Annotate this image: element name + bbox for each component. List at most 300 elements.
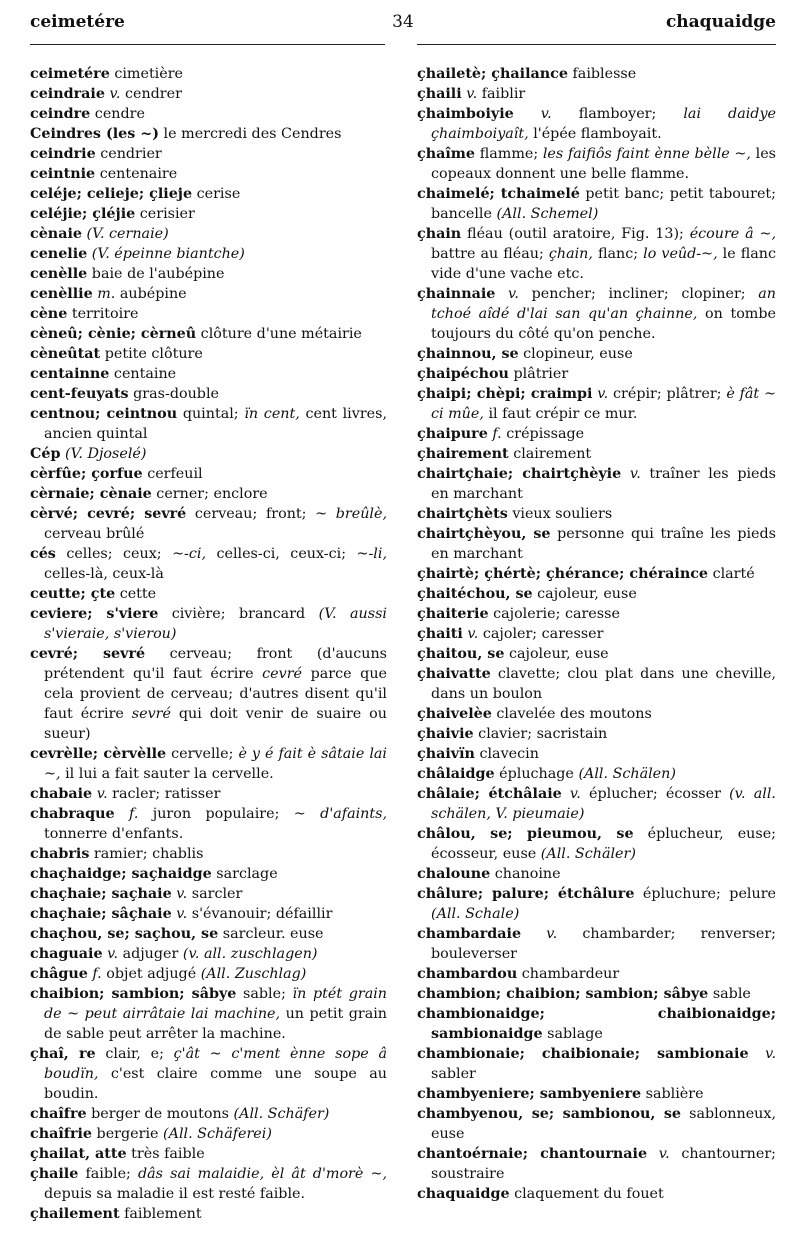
definition-text: cerveau brûlé xyxy=(44,526,145,542)
dictionary-entry xyxy=(30,84,387,104)
italic-text: (All. Schäferei) xyxy=(163,1126,272,1142)
definition-text: il lui a fait sauter la cervelle. xyxy=(60,766,274,782)
definition-text: cajoler; caresser xyxy=(478,626,604,642)
dictionary-entry xyxy=(417,864,776,884)
italic-text: ïn ptét grain de ~ peut airrâtaie lai machine, xyxy=(44,986,387,1022)
headword: chambionaie; chaibionaie; sambionaie xyxy=(417,1046,749,1062)
headword: chambardaie xyxy=(417,926,522,942)
definition-text: on tombe toujours du côté qu'on penche. xyxy=(431,306,776,342)
dictionary-entry xyxy=(30,304,387,324)
headword: çhaili xyxy=(417,86,462,102)
dictionary-entry xyxy=(417,1144,776,1184)
italic-text: lo veûd-~, xyxy=(643,246,718,262)
dictionary-entry xyxy=(417,1184,776,1204)
definition-text: parce que cela provient de cerveau; d'autres disent qu'il faut écrire xyxy=(44,666,387,722)
headword: chaçhaie; saçhaie xyxy=(30,886,172,902)
dictionary-entry xyxy=(30,464,387,484)
headword: cenelie xyxy=(30,246,88,262)
headword: cèrnaie; cènaie xyxy=(30,486,152,502)
definition-text: l'épée flamboyait. xyxy=(528,126,662,142)
headword: chambardou xyxy=(417,966,518,982)
italic-text: m. xyxy=(92,286,116,302)
dictionary-entry xyxy=(417,1004,776,1044)
definition-text: personne qui traîne les pieds en marchant xyxy=(431,526,777,562)
definition-text: clôture d'une métairie xyxy=(196,326,362,342)
dictionary-entry xyxy=(417,64,776,84)
headword: Cép xyxy=(30,446,61,462)
definition-text: centenaire xyxy=(95,166,178,182)
definition-text: sablonneux, euse xyxy=(431,1106,776,1142)
headword: cèneû; cènie; cèrneû xyxy=(30,326,197,342)
italic-text: lai daidye çhaimboiyaît, xyxy=(431,106,776,142)
headword: cent-feuyats xyxy=(30,386,129,402)
headword: ceimetére xyxy=(30,66,110,82)
dictionary-entry xyxy=(417,884,776,924)
dictionary-entry xyxy=(30,284,387,304)
headword: cevré; sevré xyxy=(30,646,146,662)
headword: chambionaidge; chaibionaidge; sambionaidge xyxy=(417,1006,776,1042)
definition-text: plâtrier xyxy=(508,366,569,382)
header-rule-right xyxy=(417,44,776,45)
dictionary-entry xyxy=(30,644,387,744)
definition-text: petite clôture xyxy=(100,346,203,362)
headword: çhailement xyxy=(30,1206,120,1222)
headword: cenèlle xyxy=(30,266,88,282)
headword: çhaîme xyxy=(417,146,476,162)
left-column xyxy=(30,64,387,1224)
definition-text: chanoine xyxy=(490,866,561,882)
page-header xyxy=(30,12,776,42)
definition-text: s'évanouir; défaillir xyxy=(187,906,333,922)
dictionary-entry xyxy=(30,344,387,364)
headword: çhaivelèe xyxy=(417,706,492,722)
definition-text: clavette; clou plat dans une cheville, dans un boulon xyxy=(431,666,776,702)
dictionary-entry xyxy=(30,944,387,964)
headword: celéje; celieje; çlieje xyxy=(30,186,193,202)
headword: chambion; chaibion; sambion; sâbye xyxy=(417,986,709,1002)
definition-text: cajoleur, euse xyxy=(504,646,609,662)
headword: ceindre xyxy=(30,106,91,122)
headword: çhainnou, se xyxy=(417,346,519,362)
dictionary-entry xyxy=(30,1144,387,1164)
definition-text: les copeaux donnent une belle flamme. xyxy=(431,146,776,182)
italic-text: v. xyxy=(647,1146,670,1162)
dictionary-entry xyxy=(417,824,776,864)
italic-text: v. xyxy=(748,1046,776,1062)
headword: ceintnie xyxy=(30,166,96,182)
headword: chairtçhaie; chairtçhèyie xyxy=(417,466,622,482)
headword: cèrfûe; çorfue xyxy=(30,466,143,482)
dictionary-entry xyxy=(417,964,776,984)
dictionary-entry xyxy=(30,144,387,164)
definition-text: objet adjugé xyxy=(101,966,201,982)
definition-text: chambarder; renverser; bouleverser xyxy=(431,926,776,962)
headword: chaloune xyxy=(417,866,491,882)
headword: çhaivatte xyxy=(417,666,491,682)
definition-text: ramier; chablis xyxy=(89,846,204,862)
dictionary-entry xyxy=(30,924,387,944)
italic-text: ~ d'afaints, xyxy=(293,806,388,822)
headword: çhailetè; çhailance xyxy=(417,66,568,82)
dictionary-entry xyxy=(30,164,387,184)
definition-text: très faible xyxy=(126,1146,205,1162)
dictionary-entry xyxy=(417,984,776,1004)
headword: centnou; ceintnou xyxy=(30,406,178,422)
dictionary-entry xyxy=(30,184,387,204)
definition-text: juron populaire; xyxy=(138,806,294,822)
dictionary-entry xyxy=(30,1104,387,1124)
headword: chairtçhèts xyxy=(417,506,508,522)
definition-text: sable; xyxy=(236,986,293,1002)
left-guide-word: ceimetére xyxy=(30,12,125,32)
italic-text: ~-li, xyxy=(356,546,387,562)
definition-text: celles-là, ceux-là xyxy=(44,566,164,582)
dictionary-entry xyxy=(30,444,387,464)
headword: châlure; palure; étchâlure xyxy=(417,886,635,902)
headword: chaçhou, se; saçhou, se xyxy=(30,926,219,942)
definition-text: chambardeur xyxy=(517,966,620,982)
italic-text: ç'ât ~ c'ment ènne sope â boudïn, xyxy=(44,1046,387,1082)
headword: ceindrie xyxy=(30,146,96,162)
italic-text: sevré xyxy=(131,706,171,722)
headword: çhaivie xyxy=(417,726,474,742)
definition-text: territoire xyxy=(67,306,139,322)
definition-text: cerfeuil xyxy=(142,466,203,482)
definition-text: celles-ci, ceux-ci; xyxy=(206,546,357,562)
dictionary-entry xyxy=(30,224,387,244)
italic-text: les faifiôs faint ènne bèlle ~, xyxy=(542,146,751,162)
headword: çhaimboiyie xyxy=(417,106,514,122)
dictionary-entry xyxy=(417,384,776,424)
definition-text: le flanc vide d'une vache etc. xyxy=(431,246,777,282)
definition-text: cerisier xyxy=(135,206,195,222)
dictionary-entry xyxy=(30,744,387,784)
dictionary-entry xyxy=(30,324,387,344)
dictionary-entry xyxy=(30,1204,387,1224)
italic-text: (All. Schemel) xyxy=(496,206,599,222)
definition-text: civière; brancard xyxy=(158,606,319,622)
headword: çhaiti xyxy=(417,626,463,642)
headword: chaquaidge xyxy=(417,1186,510,1202)
headword: çhaipure xyxy=(417,426,488,442)
headword: çhaitou, se xyxy=(417,646,505,662)
dictionary-entry xyxy=(417,784,776,824)
headword: chaimelé; tchaimelé xyxy=(417,186,580,202)
dictionary-entry xyxy=(30,1164,387,1204)
headword: châlaidge xyxy=(417,766,495,782)
definition-text: traîner les pieds en marchant xyxy=(431,466,776,502)
definition-text: cerveau; front; xyxy=(186,506,316,522)
italic-text: (V. épeinne biantche) xyxy=(87,246,245,262)
headword: chabris xyxy=(30,846,90,862)
headword: Ceindres (les ~) xyxy=(30,126,160,142)
definition-text: clavecin xyxy=(474,746,539,762)
headword: çhaitéchou, se xyxy=(417,586,533,602)
dictionary-entry xyxy=(417,664,776,704)
definition-text: tonnerre d'enfants. xyxy=(44,826,184,842)
definition-text: sarcleur. euse xyxy=(218,926,324,942)
dictionary-entry xyxy=(30,544,387,584)
dictionary-entry xyxy=(417,644,776,664)
dictionary-entry xyxy=(417,764,776,784)
headword: cèneûtat xyxy=(30,346,101,362)
dictionary-entry xyxy=(417,564,776,584)
definition-text: vieux souliers xyxy=(507,506,613,522)
dictionary-entry xyxy=(30,124,387,144)
headword: chambyeniere; sambyeniere xyxy=(417,1086,642,1102)
dictionary-entry xyxy=(417,604,776,624)
italic-text: v. xyxy=(495,286,519,302)
dictionary-entry xyxy=(30,404,387,444)
headword: ceviere; s'viere xyxy=(30,606,159,622)
italic-text: è y é fait è sâtaie lai ~, xyxy=(44,746,387,782)
dictionary-entry xyxy=(30,844,387,864)
italic-text: (v. all. schälen, V. pieumaie) xyxy=(431,786,776,822)
definition-text: cimetière xyxy=(109,66,184,82)
dictionary-entry xyxy=(417,924,776,964)
definition-text: cervelle; xyxy=(166,746,239,762)
definition-text: clairement xyxy=(508,446,592,462)
dictionary-entry xyxy=(30,864,387,884)
italic-text: ~ breûlè, xyxy=(315,506,387,522)
headword: cés xyxy=(30,546,56,562)
definition-text: chantourner; soustraire xyxy=(431,1146,776,1182)
definition-text: clavelée des moutons xyxy=(491,706,652,722)
definition-text: sable xyxy=(708,986,751,1002)
definition-text: adjuger xyxy=(118,946,183,962)
dictionary-entry xyxy=(30,1044,387,1104)
dictionary-entry xyxy=(417,424,776,444)
definition-text: clarté xyxy=(708,566,755,582)
definition-text: celles; ceux; xyxy=(55,546,173,562)
definition-text: sarclage xyxy=(211,866,278,882)
italic-text: f. xyxy=(87,966,102,982)
definition-text: aubépine xyxy=(115,286,187,302)
definition-text: cette xyxy=(115,586,157,602)
definition-text: faiblement xyxy=(119,1206,202,1222)
headword: châlou, se; pieumou, se xyxy=(417,826,634,842)
dictionary-entry xyxy=(417,1104,776,1144)
italic-text: è fât ~ ci mûe, xyxy=(431,386,776,422)
italic-text: v. xyxy=(92,786,108,802)
italic-text: (All. Schälen) xyxy=(578,766,676,782)
dictionary-entry xyxy=(417,524,776,564)
definition-text: éplucheur, euse; écosseur, euse xyxy=(431,826,777,862)
headword: chaîfrie xyxy=(30,1126,93,1142)
italic-text: (V. aussi s'vieraie, s'vierou) xyxy=(44,606,387,642)
definition-text: sablière xyxy=(641,1086,704,1102)
dictionary-entry xyxy=(417,724,776,744)
dictionary-entry xyxy=(417,1084,776,1104)
definition-text: quintal; xyxy=(177,406,245,422)
italic-text: v. xyxy=(171,906,188,922)
definition-text: pencher; incliner; clopiner; xyxy=(518,286,759,302)
headword: çhaiterie xyxy=(417,606,489,622)
headword: çhaipéchou xyxy=(417,366,509,382)
headword: châgue xyxy=(30,966,88,982)
headword: çhaile xyxy=(30,1166,79,1182)
italic-text: cevré xyxy=(262,666,303,682)
definition-text: gras-double xyxy=(128,386,219,402)
definition-text: cerise xyxy=(192,186,241,202)
dictionary-entry xyxy=(30,604,387,644)
headword: çhailat, atte xyxy=(30,1146,127,1162)
dictionary-entry xyxy=(30,104,387,124)
definition-text: clair, e; xyxy=(95,1046,174,1062)
dictionary-entry xyxy=(417,584,776,604)
definition-text: cajoleur, euse xyxy=(532,586,637,602)
italic-text: v. xyxy=(461,86,478,102)
definition-text: cendre xyxy=(90,106,145,122)
italic-text: (V. cernaie) xyxy=(82,226,169,242)
italic-text: v. xyxy=(102,946,119,962)
headword: çhainnaie xyxy=(417,286,496,302)
definition-text: éplucher; écosser xyxy=(580,786,730,802)
headword: chambyenou, se; sambionou, se xyxy=(417,1106,682,1122)
dictionary-entry xyxy=(30,784,387,804)
italic-text: ~-ci, xyxy=(172,546,206,562)
headword: chaguaie xyxy=(30,946,103,962)
italic-text: v. xyxy=(513,106,552,122)
definition-text: flamme; xyxy=(475,146,543,162)
definition-text: centaine xyxy=(109,366,177,382)
definition-text: sarcler xyxy=(187,886,243,902)
definition-text: cajolerie; caresse xyxy=(488,606,620,622)
headword: chantoérnaie; chantournaie xyxy=(417,1146,648,1162)
right-column xyxy=(417,64,776,1204)
headword: chaçhaidge; saçhaidge xyxy=(30,866,212,882)
headword: cènaie xyxy=(30,226,82,242)
dictionary-entry xyxy=(417,144,776,184)
headword: chaibion; sambion; sâbye xyxy=(30,986,237,1002)
definition-text: cerner; enclore xyxy=(151,486,268,502)
definition-text: faible; xyxy=(78,1166,138,1182)
definition-text: cent livres, ancien quintal xyxy=(44,406,388,442)
italic-text: çhain, xyxy=(548,246,593,262)
definition-text: il faut crépir ce mur. xyxy=(483,406,638,422)
italic-text: v. xyxy=(462,626,479,642)
header-rule-left xyxy=(30,44,385,45)
definition-text: baie de l'aubépine xyxy=(87,266,225,282)
definition-text: bergerie xyxy=(92,1126,164,1142)
definition-text: faiblir xyxy=(477,86,526,102)
definition-text: sabler xyxy=(431,1066,476,1082)
dictionary-entry xyxy=(417,224,776,284)
definition-text: clavier; sacristain xyxy=(473,726,608,742)
italic-text: (V. Djoselé) xyxy=(60,446,147,462)
headword: çhaî, re xyxy=(30,1046,96,1062)
headword: cenèllie xyxy=(30,286,93,302)
italic-text: écoure â ~, xyxy=(689,226,776,242)
headword: chairtçhèyou, se xyxy=(417,526,551,542)
dictionary-entry xyxy=(30,1124,387,1144)
headword: chabaie xyxy=(30,786,93,802)
right-guide-word: chaquaidge xyxy=(665,12,776,32)
headword: chabraque xyxy=(30,806,115,822)
dictionary-entry xyxy=(30,204,387,224)
dictionary-entry xyxy=(30,264,387,284)
dictionary-entry xyxy=(30,804,387,844)
definition-text: qui doit venir de suaire ou sueur) xyxy=(44,706,387,742)
headword: çhairtè; çhértè; çhérance; chéraince xyxy=(417,566,709,582)
italic-text: v. xyxy=(171,886,188,902)
dictionary-entry xyxy=(30,984,387,1044)
definition-text: flanc; xyxy=(592,246,644,262)
dictionary-entry xyxy=(30,964,387,984)
italic-text: an tchoé aîdé d'lai san qu'an çhainne, xyxy=(431,286,776,322)
headword: çhain xyxy=(417,226,462,242)
italic-text: dâs sai malaidie, èl ât d'morè ~, xyxy=(137,1166,387,1182)
dictionary-entry xyxy=(417,444,776,464)
dictionary-entry xyxy=(30,244,387,264)
definition-text: cendrier xyxy=(95,146,162,162)
italic-text: v. xyxy=(104,86,121,102)
italic-text: ïn cent, xyxy=(244,406,300,422)
dictionary-entry xyxy=(417,704,776,724)
headword: cène xyxy=(30,306,68,322)
definition-text: épluchage xyxy=(494,766,579,782)
definition-text: cerveau; front (d'aucuns prétendent qu'il faut écrire xyxy=(44,646,387,682)
headword: chaçhaie; sâçhaie xyxy=(30,906,172,922)
definition-text: faiblesse xyxy=(567,66,637,82)
headword: cèrvé; cevré; sevré xyxy=(30,506,187,522)
italic-text: (All. Schale) xyxy=(431,906,520,922)
dictionary-entry xyxy=(417,184,776,224)
dictionary-entry xyxy=(30,364,387,384)
definition-text: fléau (outil aratoire, Fig. 13); xyxy=(461,226,690,242)
headword: cevrèlle; cèrvèlle xyxy=(30,746,167,762)
dictionary-entry xyxy=(417,284,776,344)
dictionary-entry xyxy=(417,84,776,104)
headword: chaîfre xyxy=(30,1106,87,1122)
headword: çhaipi; chèpi; craimpi xyxy=(417,386,593,402)
definition-text: depuis sa maladie il est resté faible. xyxy=(44,1186,306,1202)
definition-text: c'est claire comme une soupe au boudin. xyxy=(44,1066,387,1102)
dictionary-entry xyxy=(417,1044,776,1084)
headword: ceutte; çte xyxy=(30,586,116,602)
italic-text: (All. Schäfer) xyxy=(233,1106,330,1122)
dictionary-entry xyxy=(30,584,387,604)
italic-text: v. xyxy=(561,786,581,802)
dictionary-entry xyxy=(417,624,776,644)
dictionary-entry xyxy=(30,504,387,544)
dictionary-entry xyxy=(30,64,387,84)
dictionary-entry xyxy=(417,104,776,144)
definition-text: battre au fléau; xyxy=(431,246,549,262)
dictionary-entry xyxy=(30,884,387,904)
definition-text: flamboyer; xyxy=(551,106,684,122)
dictionary-entry xyxy=(417,344,776,364)
definition-text: cendrer xyxy=(120,86,182,102)
definition-text: épluchure; pelure xyxy=(634,886,776,902)
dictionary-entry xyxy=(30,384,387,404)
headword: châlaie; étchâlaie xyxy=(417,786,562,802)
italic-text: (All. Schäler) xyxy=(540,846,636,862)
definition-text: petit banc; petit tabouret; bancelle xyxy=(431,186,776,222)
dictionary-entry xyxy=(30,484,387,504)
definition-text: un petit grain de sable peut arrêter la machine. xyxy=(44,1006,387,1042)
definition-text: berger de moutons xyxy=(86,1106,234,1122)
definition-text: racler; ratisser xyxy=(107,786,221,802)
italic-text: (v. all. zuschlagen) xyxy=(182,946,318,962)
definition-text: crépissage xyxy=(501,426,585,442)
definition-text: le mercredi des Cendres xyxy=(159,126,342,142)
italic-text: f. xyxy=(114,806,139,822)
italic-text: v. xyxy=(621,466,641,482)
dictionary-entry xyxy=(417,504,776,524)
definition-text: sablage xyxy=(542,1026,603,1042)
italic-text: v. xyxy=(592,386,609,402)
